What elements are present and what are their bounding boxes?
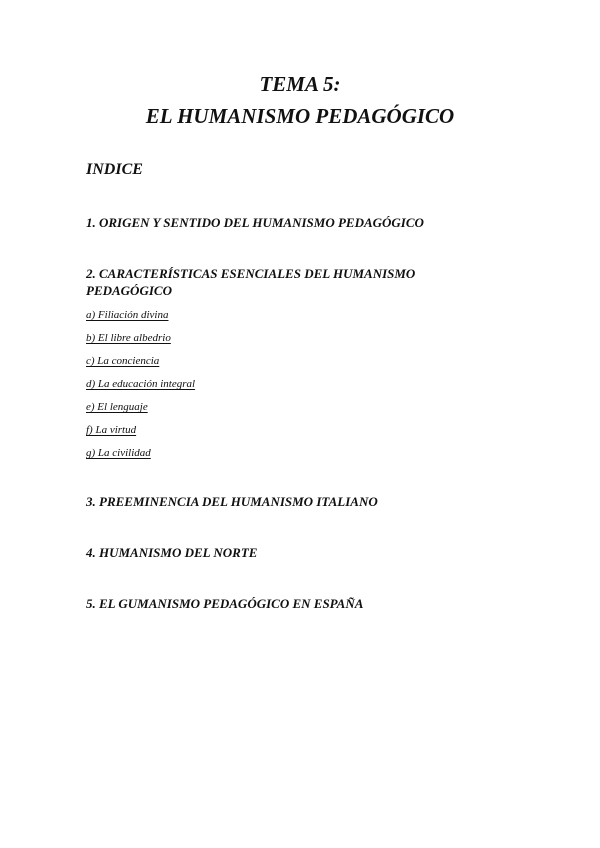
toc-link-filiacion-divina[interactable]: a) Filiación divina [86,309,169,321]
toc-link-libre-albedrio[interactable]: b) El libre albedrio [86,332,171,344]
page-title-line-2: EL HUMANISMO PEDAGÓGICO [145,104,455,128]
toc-subsection-list [86,307,195,468]
page-title-line-1: TEMA 5: [259,72,341,96]
toc-section-5: 5. EL GUMANISMO PEDAGÓGICO EN ESPAÑA [86,596,364,611]
toc-link-lenguaje[interactable]: e) El lenguaje [86,401,148,413]
index-heading: INDICE [86,161,143,178]
toc-section-2: 2. CARACTERÍSTICAS ESENCIALES DEL HUMANISMO PEDAGÓGICO [86,266,416,298]
toc-link-civilidad[interactable]: g) La civilidad [86,447,151,459]
toc-section-1: 1. ORIGEN Y SENTIDO DEL HUMANISMO PEDAGÓGICO [86,215,424,230]
toc-link-conciencia[interactable]: c) La conciencia [86,355,160,367]
toc-section-4: 4. HUMANISMO DEL NORTE [86,545,258,560]
toc-section-3: 3. PREEMINENCIA DEL HUMANISMO ITALIANO [86,494,378,509]
toc-link-educacion-integral[interactable]: d) La educación integral [86,378,196,390]
toc-link-virtud[interactable]: f) La virtud [86,424,137,436]
